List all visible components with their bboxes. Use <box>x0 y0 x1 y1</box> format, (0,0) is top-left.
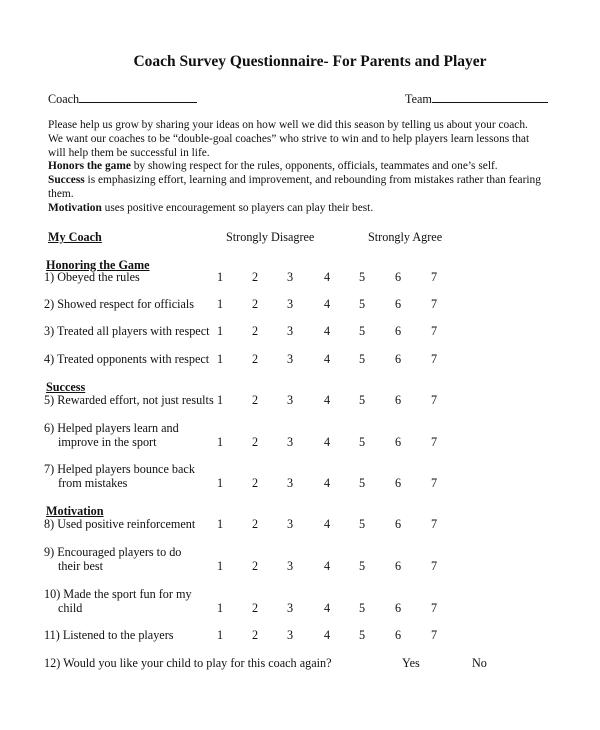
section-motivation-heading: Motivation <box>46 504 104 518</box>
section-honoring-heading: Honoring the Game <box>46 258 150 272</box>
question-label: 3) Treated all players with respect <box>44 324 210 338</box>
section-my-coach: My Coach <box>48 230 102 244</box>
question-label: child <box>58 601 83 615</box>
rating-option[interactable]: 4 <box>323 601 331 615</box>
rating-option[interactable]: 3 <box>286 601 294 615</box>
question-label: their best <box>58 559 104 573</box>
intro-line-3: will help them be successful in life. <box>48 147 210 159</box>
rating-option[interactable]: 5 <box>358 352 366 366</box>
rating-option[interactable]: 4 <box>323 324 331 338</box>
definition-success-term: Success <box>48 174 85 186</box>
rating-option[interactable]: 1 <box>216 324 224 338</box>
rating-option[interactable]: 6 <box>394 324 402 338</box>
rating-option[interactable]: 4 <box>323 559 331 573</box>
final-question-text: 12) Would you like your child to play for this coach again? <box>44 656 332 670</box>
definition-success <box>48 174 541 188</box>
coach-field <box>48 91 197 106</box>
question-label: improve in the sport <box>58 435 157 449</box>
rating-option[interactable]: 4 <box>323 476 331 490</box>
question-label: 5) Rewarded effort, not just results <box>44 393 214 407</box>
rating-option[interactable]: 3 <box>286 352 294 366</box>
rating-option[interactable]: 2 <box>251 435 259 449</box>
definition-success-cont: them. <box>48 188 74 200</box>
question-label: from mistakes <box>58 476 128 490</box>
rating-option[interactable]: 2 <box>251 297 259 311</box>
rating-option[interactable]: 6 <box>394 393 402 407</box>
definition-honors-text: by showing respect for the rules, opponents, officials, teammates and one’s self. <box>130 160 498 172</box>
definition-motivation <box>48 202 373 216</box>
rating-option[interactable]: 4 <box>323 435 331 449</box>
rating-option[interactable]: 3 <box>286 517 294 531</box>
rating-option[interactable]: 7 <box>430 601 438 615</box>
answer-no[interactable]: No <box>472 656 487 670</box>
rating-option[interactable]: 4 <box>323 628 331 642</box>
rating-option[interactable]: 2 <box>251 270 259 284</box>
rating-option[interactable]: 7 <box>430 435 438 449</box>
rating-option[interactable]: 3 <box>286 559 294 573</box>
rating-option[interactable]: 3 <box>286 628 294 642</box>
rating-option[interactable]: 7 <box>430 559 438 573</box>
definition-motivation-text: uses positive encouragement so players can play their best. <box>101 202 374 214</box>
rating-option[interactable]: 2 <box>251 393 259 407</box>
rating-option[interactable]: 2 <box>251 628 259 642</box>
rating-option[interactable]: 6 <box>394 270 402 284</box>
question-label: 6) Helped players learn and <box>44 421 179 435</box>
rating-option[interactable]: 1 <box>216 628 224 642</box>
rating-option[interactable]: 7 <box>430 297 438 311</box>
rating-option[interactable]: 7 <box>430 517 438 531</box>
rating-option[interactable]: 6 <box>394 352 402 366</box>
intro-line-1: Please help us grow by sharing your ideas on how well we did this season by telling us about your coach. <box>48 119 528 131</box>
rating-option[interactable]: 5 <box>358 435 366 449</box>
rating-option[interactable]: 1 <box>216 517 224 531</box>
rating-option[interactable]: 1 <box>216 393 224 407</box>
rating-option[interactable]: 2 <box>251 559 259 573</box>
definition-motivation-term: Motivation <box>48 202 102 214</box>
rating-option[interactable]: 5 <box>358 559 366 573</box>
question-label: 9) Encouraged players to do <box>44 545 182 559</box>
rating-option[interactable]: 5 <box>358 476 366 490</box>
rating-option[interactable]: 1 <box>216 601 224 615</box>
rating-option[interactable]: 2 <box>251 601 259 615</box>
rating-option[interactable]: 4 <box>323 517 331 531</box>
rating-option[interactable]: 7 <box>430 476 438 490</box>
rating-option[interactable]: 6 <box>394 628 402 642</box>
rating-option[interactable]: 2 <box>251 352 259 366</box>
question-label: 4) Treated opponents with respect <box>44 352 210 366</box>
rating-option[interactable]: 5 <box>358 517 366 531</box>
rating-option[interactable]: 5 <box>358 393 366 407</box>
rating-option[interactable]: 5 <box>358 324 366 338</box>
question-label: 10) Made the sport fun for my <box>44 587 192 601</box>
definition-honors <box>48 160 498 174</box>
rating-option[interactable]: 7 <box>430 352 438 366</box>
scale-high-label: Strongly Agree <box>368 230 443 244</box>
page-title: Coach Survey Questionnaire- For Parents and Player <box>133 53 487 70</box>
rating-option[interactable]: 2 <box>251 476 259 490</box>
rating-option[interactable]: 7 <box>430 393 438 407</box>
definition-honors-term: Honors the game <box>48 160 131 172</box>
question-label: 8) Used positive reinforcement <box>44 517 196 531</box>
coach-blank[interactable] <box>79 91 197 103</box>
rating-option[interactable]: 6 <box>394 476 402 490</box>
rating-option[interactable]: 1 <box>216 352 224 366</box>
rating-option[interactable]: 6 <box>394 559 402 573</box>
rating-option[interactable]: 4 <box>323 393 331 407</box>
rating-option[interactable]: 5 <box>358 270 366 284</box>
answer-yes[interactable]: Yes <box>402 656 420 670</box>
rating-option[interactable]: 3 <box>286 297 294 311</box>
rating-option[interactable]: 7 <box>430 628 438 642</box>
rating-option[interactable]: 4 <box>323 297 331 311</box>
rating-option[interactable]: 3 <box>286 435 294 449</box>
rating-option[interactable]: 7 <box>430 270 438 284</box>
rating-option[interactable]: 6 <box>394 297 402 311</box>
rating-option[interactable]: 1 <box>216 297 224 311</box>
rating-option[interactable]: 1 <box>216 270 224 284</box>
rating-option[interactable]: 6 <box>394 517 402 531</box>
rating-option[interactable]: 5 <box>358 628 366 642</box>
team-blank[interactable] <box>432 91 548 103</box>
rating-option[interactable]: 2 <box>251 324 259 338</box>
rating-option[interactable]: 6 <box>394 435 402 449</box>
rating-option[interactable]: 4 <box>323 352 331 366</box>
rating-option[interactable]: 3 <box>286 270 294 284</box>
question-label: 1) Obeyed the rules <box>44 270 140 284</box>
team-label: Team <box>405 92 432 106</box>
question-label: 2) Showed respect for officials <box>44 297 195 311</box>
question-label: 7) Helped players bounce back <box>44 462 195 476</box>
rating-option[interactable]: 2 <box>251 517 259 531</box>
section-success-heading: Success <box>46 380 86 394</box>
rating-option[interactable]: 3 <box>286 476 294 490</box>
rating-option[interactable]: 3 <box>286 393 294 407</box>
intro-line-2: We want our coaches to be “double-goal coaches” who strive to win and to help players learn lessons that <box>48 133 530 145</box>
definition-success-text: is emphasizing effort, learning and improvement, and rebounding from mistakes rather than fearing <box>84 174 541 186</box>
rating-option[interactable]: 1 <box>216 476 224 490</box>
rating-option[interactable]: 4 <box>323 270 331 284</box>
coach-label: Coach <box>48 92 80 106</box>
scale-low-label: Strongly Disagree <box>226 230 315 244</box>
rating-option[interactable]: 7 <box>430 324 438 338</box>
rating-option[interactable]: 5 <box>358 297 366 311</box>
rating-option[interactable]: 6 <box>394 601 402 615</box>
rating-option[interactable]: 1 <box>216 559 224 573</box>
question-label: 11) Listened to the players <box>44 628 174 642</box>
rating-option[interactable]: 1 <box>216 435 224 449</box>
team-field <box>405 91 548 106</box>
rating-option[interactable]: 3 <box>286 324 294 338</box>
rating-option[interactable]: 5 <box>358 601 366 615</box>
